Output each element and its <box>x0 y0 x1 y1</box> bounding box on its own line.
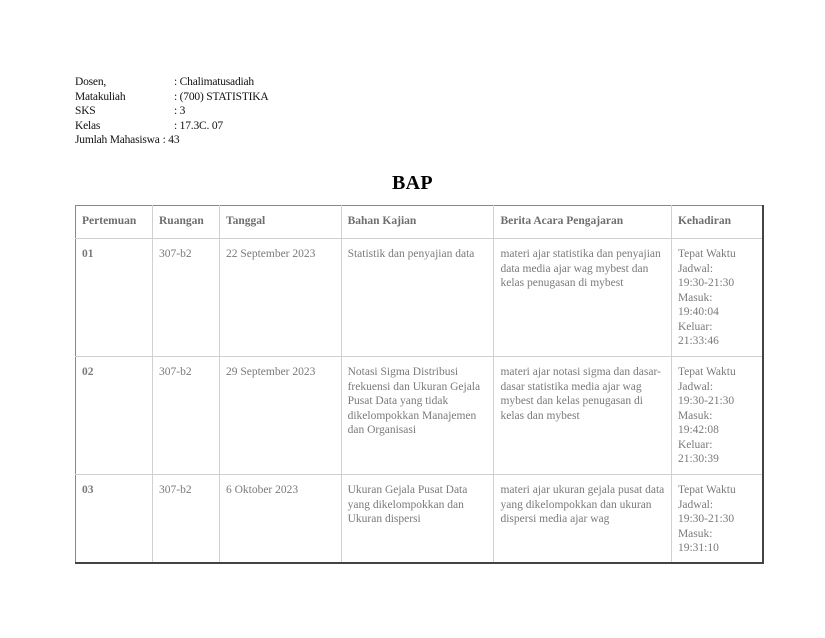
kehadiran-jadwal-label: Jadwal: <box>677 498 714 511</box>
kehadiran-keluar-value: 21:30:39 <box>677 453 719 465</box>
kehadiran-masuk-label: Masuk: <box>677 527 713 540</box>
header-bahan-kajian: Bahan Kajian <box>341 206 494 239</box>
course-info <box>75 75 269 148</box>
cell-kehadiran <box>671 239 763 357</box>
jumlah-mahasiswa-value: : 43 <box>162 134 180 146</box>
kehadiran-status: Tepat Waktu <box>677 248 736 260</box>
table-row <box>76 475 764 563</box>
dosen-value: : Chalimatusadiah <box>174 76 254 88</box>
cell-kehadiran <box>671 357 763 475</box>
cell-pertemuan: 01 <box>76 239 153 357</box>
header-pertemuan: Pertemuan <box>76 206 153 239</box>
cell-pertemuan: 02 <box>76 357 153 475</box>
kehadiran-jadwal-label: Jadwal: <box>677 262 714 275</box>
kelas-label: Kelas <box>75 119 101 132</box>
table-row <box>76 357 764 475</box>
kehadiran-masuk-label: Masuk: <box>677 291 713 304</box>
cell-tanggal: 6 Oktober 2023 <box>219 475 341 563</box>
cell-tanggal: 22 September 2023 <box>219 239 341 357</box>
sks-label: SKS <box>75 105 96 117</box>
kehadiran-masuk-label: Masuk: <box>677 409 713 422</box>
kehadiran-jadwal-value: 19:30-21:30 <box>677 277 735 289</box>
cell-tanggal: 29 September 2023 <box>219 357 341 475</box>
sks-row <box>75 104 269 119</box>
cell-bahan-kajian: Statistik dan penyajian data <box>341 239 494 357</box>
kehadiran-status: Tepat Waktu <box>677 366 736 378</box>
cell-berita-acara: materi ajar ukuran gejala pusat data yang dikelompokkan dan ukuran dispersi media ajar wag <box>494 475 671 563</box>
sks-value: : 3 <box>174 105 186 117</box>
dosen-label: Dosen, <box>75 76 107 88</box>
cell-ruangan: 307-b2 <box>153 357 220 475</box>
kehadiran-masuk-value: 19:31:10 <box>677 542 719 554</box>
cell-berita-acara: materi ajar notasi sigma dan dasar-dasar statistika media ajar wag mybest dan kelas penugasan di kelas dan mybest <box>494 357 671 475</box>
kelas-row <box>75 119 269 134</box>
kehadiran-masuk-value: 19:40:04 <box>677 306 719 318</box>
kehadiran-jadwal-value: 19:30-21:30 <box>677 513 735 525</box>
kehadiran-keluar-value: 21:33:46 <box>677 335 719 347</box>
kehadiran-keluar-label: Keluar: <box>677 320 713 333</box>
cell-bahan-kajian: Notasi Sigma Distribusi frekuensi dan Ukuran Gejala Pusat Data yang tidak dikelompokkan Manajemen dan Organisasi <box>341 357 494 475</box>
table-row <box>76 239 764 357</box>
cell-ruangan: 307-b2 <box>153 239 220 357</box>
kehadiran-status: Tepat Waktu <box>677 484 736 496</box>
cell-bahan-kajian: Ukuran Gejala Pusat Data yang dikelompokkan dan Ukuran dispersi <box>341 475 494 563</box>
cell-pertemuan: 03 <box>76 475 153 563</box>
header-berita-acara: Berita Acara Pengajaran <box>494 206 671 239</box>
jumlah-mahasiswa-label: Jumlah Mahasiswa <box>75 134 160 146</box>
matakuliah-value: : (700) STATISTIKA <box>174 90 269 103</box>
cell-berita-acara: materi ajar statistika dan penyajian data media ajar wag mybest dan kelas penugasan di mybest <box>494 239 671 357</box>
matakuliah-label: Matakuliah <box>75 90 126 103</box>
jumlah-mahasiswa-row <box>75 133 269 148</box>
kehadiran-jadwal-value: 19:30-21:30 <box>677 395 735 407</box>
page-title: BAP <box>392 172 433 194</box>
header-kehadiran: Kehadiran <box>671 206 763 239</box>
matakuliah-row <box>75 90 269 105</box>
kehadiran-masuk-value: 19:42:08 <box>677 424 719 436</box>
header-tanggal: Tanggal <box>219 206 341 239</box>
dosen-row <box>75 75 269 90</box>
bap-table <box>75 205 764 564</box>
kelas-value: : 17.3C. 07 <box>174 119 223 132</box>
kehadiran-jadwal-label: Jadwal: <box>677 380 714 393</box>
header-ruangan: Ruangan <box>153 206 220 239</box>
cell-kehadiran <box>671 475 763 563</box>
table-header-row <box>76 206 764 239</box>
kehadiran-keluar-label: Keluar: <box>677 438 713 451</box>
cell-ruangan: 307-b2 <box>153 475 220 563</box>
